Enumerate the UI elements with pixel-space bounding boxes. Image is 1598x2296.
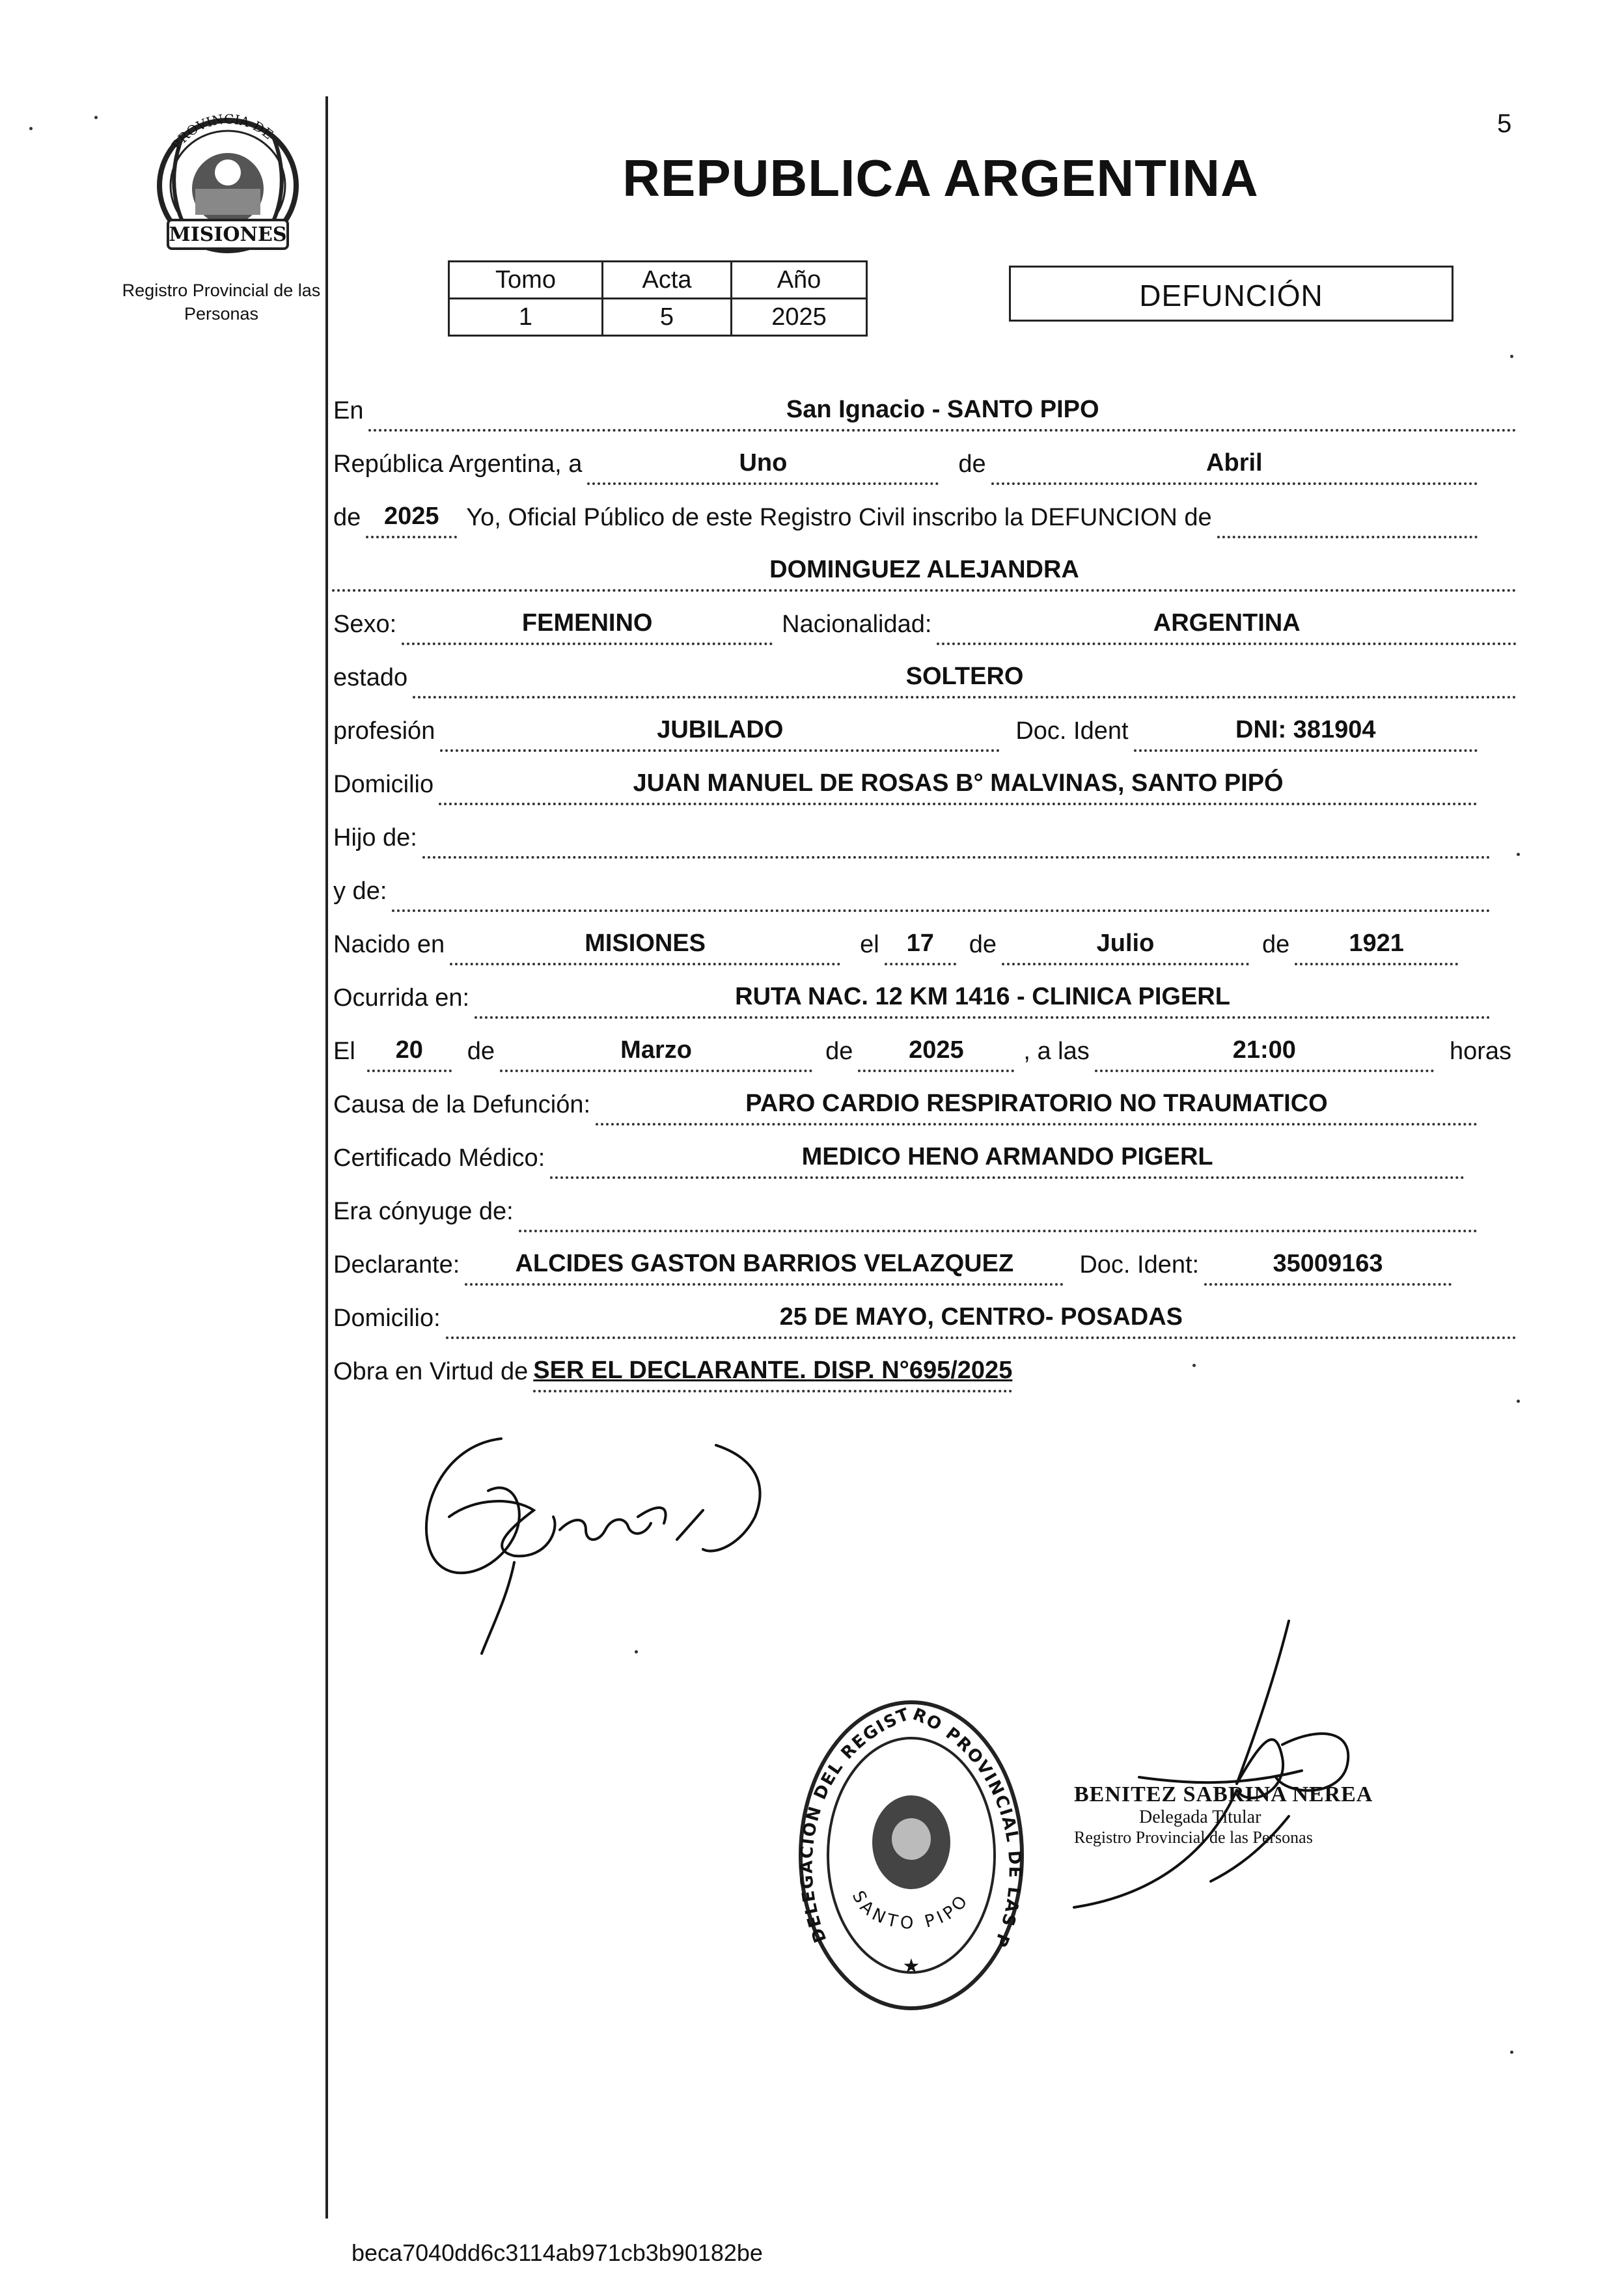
profesion-label: profesión xyxy=(333,717,435,745)
scan-speck xyxy=(1510,355,1513,358)
birth-year-value: 1921 xyxy=(1295,930,1458,965)
scan-speck xyxy=(1192,1364,1196,1367)
row-year xyxy=(332,488,1517,541)
domicilio-label: Domicilio xyxy=(333,771,434,798)
causa-label: Causa de la Defunción: xyxy=(333,1091,591,1118)
scan-speck xyxy=(1517,853,1520,856)
hijo-value xyxy=(422,851,1491,859)
declarante-domicilio-value: 25 DE MAYO, CENTRO- POSADAS xyxy=(446,1303,1517,1339)
nacido-value: MISIONES xyxy=(450,930,840,965)
signatory-role: Delegada Titular xyxy=(1139,1807,1261,1827)
day-words-value: Uno xyxy=(587,449,939,485)
crest-bottom-text: MISIONES xyxy=(169,223,287,246)
de-label: de xyxy=(958,450,986,478)
anio-value: 2025 xyxy=(732,299,867,336)
yde-label: y de: xyxy=(333,878,387,905)
row-declarante xyxy=(332,1235,1517,1288)
scan-speck xyxy=(1510,2051,1513,2054)
row-domicilio xyxy=(332,754,1517,808)
nacido-label: Nacido en xyxy=(333,931,445,958)
row-estado xyxy=(332,648,1517,701)
doc-value: DNI: 381904 xyxy=(1134,716,1478,752)
de-birth-month-label: de xyxy=(969,931,997,958)
de-birth-year-label: de xyxy=(1261,931,1290,958)
record-type-box: DEFUNCIÓN xyxy=(1009,266,1453,322)
page-number: 5 xyxy=(1497,109,1512,138)
obra-value: SER EL DECLARANTE. DISP. N°695/2025 xyxy=(533,1357,1012,1392)
row-death-date xyxy=(332,1021,1517,1075)
yde-value xyxy=(392,904,1491,912)
certificado-value: MEDICO HENO ARMANDO PIGERL xyxy=(550,1143,1465,1179)
svg-text:SANTO PIPO xyxy=(848,1888,974,1933)
row-yde xyxy=(332,861,1517,915)
el-death-label: El xyxy=(333,1038,355,1065)
declarant-signature xyxy=(404,1419,807,1667)
registry-label: Registro Provincial de las Personas xyxy=(122,281,321,324)
declarante-doc-value: 35009163 xyxy=(1204,1250,1452,1286)
place-value: San Ignacio - SANTO PIPO xyxy=(368,396,1517,432)
nacionalidad-value: ARGENTINA xyxy=(937,609,1517,645)
doc-label: Doc. Ident xyxy=(1015,717,1129,745)
tomo-header: Tomo xyxy=(449,262,603,299)
row-profesion xyxy=(332,701,1517,754)
nacionalidad-label: Nacionalidad: xyxy=(782,611,932,638)
row-hijo xyxy=(332,808,1517,861)
de-year-label: de xyxy=(333,504,361,531)
row-causa xyxy=(332,1075,1517,1128)
obra-label: Obra en Virtud de xyxy=(333,1358,529,1385)
alas-label: , a las xyxy=(1023,1038,1090,1065)
declarante-label: Declarante: xyxy=(333,1251,460,1279)
signatory-office: Registro Provincial de las Personas xyxy=(1074,1828,1313,1847)
row-conyuge xyxy=(332,1182,1517,1235)
acta-value: 5 xyxy=(603,299,732,336)
death-year-value: 2025 xyxy=(858,1036,1014,1072)
declarante-value: ALCIDES GASTON BARRIOS VELAZQUEZ xyxy=(465,1250,1064,1286)
margin-rule xyxy=(325,96,328,2219)
death-record-form xyxy=(332,381,1517,1395)
causa-value: PARO CARDIO RESPIRATORIO NO TRAUMATICO xyxy=(596,1090,1478,1126)
row-ocurrida xyxy=(332,968,1517,1021)
deceased-name-value: DOMINGUEZ ALEJANDRA xyxy=(332,556,1517,592)
hijo-label: Hijo de: xyxy=(333,824,417,851)
document-hash: beca7040dd6c3114ab971cb3b90182be xyxy=(351,2239,763,2266)
scan-speck xyxy=(94,116,98,119)
month-value: Abril xyxy=(991,449,1478,485)
year-value: 2025 xyxy=(366,503,457,538)
star-icon: ★ xyxy=(902,1956,920,1977)
row-sex xyxy=(332,594,1517,648)
ocurrida-value: RUTA NAC. 12 KM 1416 - CLINICA PIGERL xyxy=(475,983,1491,1019)
inscribo-blank xyxy=(1217,531,1478,538)
seal-inner-text: SANTO PIPO xyxy=(847,1887,974,1933)
row-domicilio2 xyxy=(332,1288,1517,1342)
death-time-value: 21:00 xyxy=(1095,1036,1434,1072)
scan-speck xyxy=(1517,1400,1520,1403)
birth-month-value: Julio xyxy=(1002,930,1249,965)
doc-ident-label: Doc. Ident: xyxy=(1079,1251,1200,1279)
reference-table xyxy=(448,260,868,337)
page-title: REPUBLICA ARGENTINA xyxy=(622,149,1259,207)
row-name xyxy=(332,541,1517,594)
anio-header: Año xyxy=(732,262,867,299)
certificado-label: Certificado Médico: xyxy=(333,1144,545,1172)
birth-day-value: 17 xyxy=(885,930,956,965)
provincial-crest-logo xyxy=(143,111,312,267)
republica-label: República Argentina, a xyxy=(333,450,583,478)
ocurrida-label: Ocurrida en: xyxy=(333,984,470,1012)
row-date xyxy=(332,434,1517,488)
official-signature xyxy=(1041,1614,1458,1953)
el-label: el xyxy=(860,931,879,958)
en-label: En xyxy=(333,397,364,424)
row-certificado xyxy=(332,1128,1517,1182)
de-death-year-label: de xyxy=(825,1038,853,1065)
estado-label: estado xyxy=(333,664,408,691)
domicilio2-label: Domicilio: xyxy=(333,1305,441,1332)
death-day-value: 20 xyxy=(367,1036,452,1072)
seal-outer-text: DELEGACION DEL REGISTRO PROVINCIAL DE LAS P xyxy=(797,1704,1025,1951)
death-month-value: Marzo xyxy=(500,1036,812,1072)
domicilio-value: JUAN MANUEL DE ROSAS B° MALVINAS, SANTO PIPÓ xyxy=(439,769,1478,805)
scan-speck xyxy=(29,127,33,130)
profesion-value: JUBILADO xyxy=(440,716,1000,752)
row-place xyxy=(332,381,1517,434)
conyuge-value xyxy=(519,1224,1478,1232)
de-death-month-label: de xyxy=(467,1038,495,1065)
conyuge-label: Era cónyuge de: xyxy=(333,1198,514,1225)
acta-header: Acta xyxy=(603,262,732,299)
official-seal xyxy=(788,1693,1035,2018)
estado-value: SOLTERO xyxy=(413,663,1517,698)
horas-label: horas xyxy=(1449,1038,1511,1065)
sexo-value: FEMENINO xyxy=(402,609,773,645)
sexo-label: Sexo: xyxy=(333,611,397,638)
crest-top-text: PROVINCIA DE xyxy=(168,111,277,153)
inscribo-text: Yo, Oficial Público de este Registro Civil inscribo la DEFUNCION de xyxy=(466,504,1212,531)
row-obra xyxy=(332,1342,1517,1395)
tomo-value: 1 xyxy=(449,299,603,336)
scan-speck xyxy=(635,1650,638,1653)
row-nacido xyxy=(332,915,1517,968)
signatory-name: BENITEZ SABRINA NEREA xyxy=(1074,1782,1373,1806)
